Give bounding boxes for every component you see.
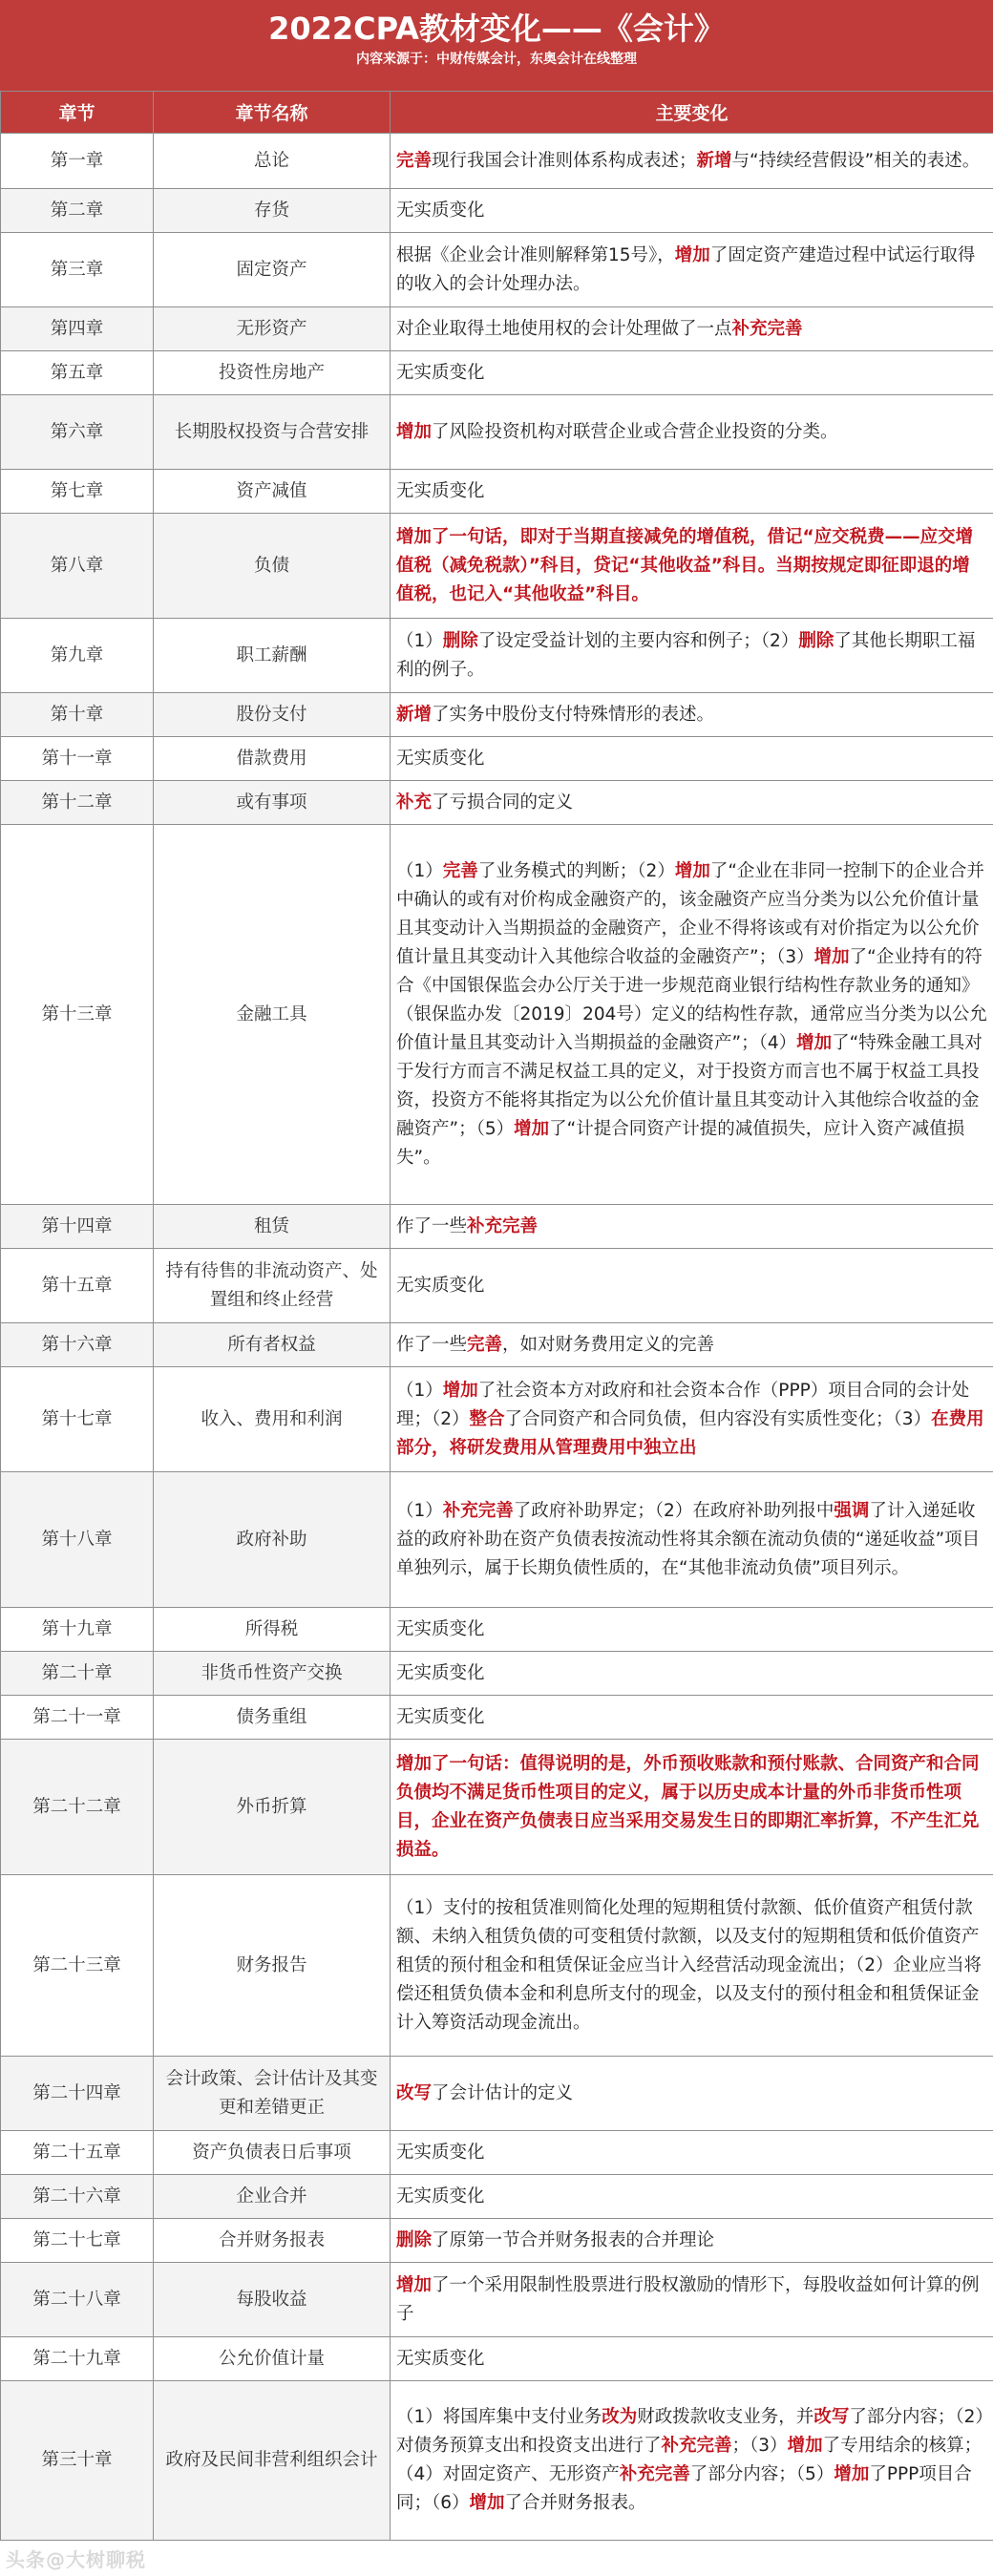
change-text: 无实质变化 (396, 2185, 485, 2206)
highlight-text: 强调 (834, 1500, 870, 1521)
chapter-cell: 第二十四章 (1, 2057, 154, 2131)
column-header-chapter: 章节 (1, 92, 154, 134)
main-change-cell (391, 1652, 993, 1696)
chapter-cell: 第二十五章 (1, 2131, 154, 2175)
highlight-text: 补充 (396, 792, 433, 813)
main-change-cell (391, 737, 993, 781)
table-row (1, 1696, 993, 1740)
table-row (1, 351, 993, 395)
change-text: 了PPP项目合同；（6） (396, 2464, 972, 2513)
highlight-text: ：值得说明的是，外币预收账款和预付账款、合同资产和合同负债均不满足货币性项目的定义，属于以历史成本计量的外币非货币性项目，企业在资产负债表日应当采用交易发生日的即期汇率折算，不产生汇兑损益。 (396, 1753, 980, 1860)
table-row (1, 134, 993, 189)
chapter-name-cell: 合并财务报表 (154, 2219, 391, 2263)
chapter-cell: 第二章 (1, 189, 154, 233)
highlight-text: 完善 (396, 150, 433, 171)
chapter-cell: 第十一章 (1, 737, 154, 781)
main-change-cell (391, 134, 993, 189)
chapter-cell: 第二十七章 (1, 2219, 154, 2263)
chapter-name-cell: 长期股权投资与合营安排 (154, 395, 391, 470)
table-row (1, 619, 993, 693)
highlight-text: 补充完善 (442, 1500, 514, 1521)
change-text: 了设定受益计划的主要内容和例子；（2） (477, 630, 799, 651)
change-text: 了“企业在非同一控制下的企业合并中确认的或有对价构成金融资产的，该金融资产应当分类为以公允价值计量且其变动计入当期损益的金融资产，企业不得将该或有对价指定为以公允价值计量且其变动计入其他综合收益的金融资产”；（3） (396, 860, 984, 967)
change-text: 了社会资本方对政府和社会资本合作（PPP）项目合同的会计处理；（2） (396, 1380, 970, 1429)
highlight-text: 改写 (813, 2407, 850, 2427)
main-change-cell (391, 1205, 993, 1249)
change-text: （1） (396, 860, 443, 881)
table-row (1, 2131, 993, 2175)
chapter-cell: 第二十二章 (1, 1740, 154, 1875)
main-change-cell (391, 1696, 993, 1740)
chapter-name-cell: 固定资产 (154, 233, 391, 307)
chapter-cell: 第十四章 (1, 1205, 154, 1249)
chapter-name-cell: 所有者权益 (154, 1323, 391, 1367)
highlight-text: 增加 (674, 244, 710, 265)
column-header-chapter-name: 章节名称 (154, 92, 391, 134)
main-change-cell (391, 1249, 993, 1323)
change-text: 了“计提合同资产计提的减值损失，应计入资产减值损失”。 (396, 1118, 965, 1168)
table-row (1, 514, 993, 619)
chapter-cell: 第三章 (1, 233, 154, 307)
change-text: 了合并财务报表。 (504, 2493, 646, 2513)
change-text: （1） (396, 630, 443, 651)
chapter-name-cell: 无形资产 (154, 307, 391, 351)
highlight-text: 增加 (396, 2274, 433, 2295)
chapter-name-cell: 收入、费用和利润 (154, 1367, 391, 1472)
table-row (1, 307, 993, 351)
table-row (1, 2057, 993, 2131)
main-change-cell (391, 351, 993, 395)
table-row (1, 1249, 993, 1323)
table-row (1, 781, 993, 825)
change-text: 现行我国会计准则体系构成表述； (432, 150, 697, 171)
change-text: 了业务模式的判断；（2） (477, 860, 675, 881)
table-row (1, 1608, 993, 1652)
change-text: 无实质变化 (396, 362, 485, 383)
chapter-cell: 第八章 (1, 514, 154, 619)
chapter-cell: 第二十一章 (1, 1696, 154, 1740)
change-text: 了其他长期职工福利的例子。 (396, 630, 976, 680)
highlight-text: 增加 (834, 2464, 870, 2484)
chapter-name-cell: 政府及民间非营利组织会计 (154, 2381, 391, 2541)
chapter-name-cell: 财务报告 (154, 1875, 391, 2057)
chapter-cell: 第九章 (1, 619, 154, 693)
main-change-cell (391, 189, 993, 233)
watermark: 头条@大树聊税 (6, 2548, 146, 2571)
table-row (1, 2175, 993, 2219)
main-change-cell (391, 2381, 993, 2541)
change-text: 财政拨款收支业务，并 (637, 2407, 814, 2427)
main-change-cell (391, 2131, 993, 2175)
main-change-cell (391, 233, 993, 307)
change-text: 根据《企业会计准则解释第15号》， (396, 244, 675, 265)
change-text: 无实质变化 (396, 1706, 485, 1727)
table-header-row (1, 92, 993, 134)
highlight-text: 增加 (514, 1118, 550, 1139)
main-change-cell (391, 2263, 993, 2337)
chapter-cell: 第十八章 (1, 1472, 154, 1608)
chapter-cell: 第十九章 (1, 1608, 154, 1652)
highlight-text: 删除 (396, 2229, 433, 2250)
change-text: 对企业取得土地使用权的会计处理做了一点 (396, 318, 732, 339)
table-row (1, 2263, 993, 2337)
chapter-name-cell: 总论 (154, 134, 391, 189)
main-change-cell (391, 470, 993, 514)
page-subtitle: 内容来源于：中财传媒会计，东奥会计在线整理 (356, 52, 637, 67)
chapter-name-cell: 存货 (154, 189, 391, 233)
table-row (1, 1875, 993, 2057)
change-text: 了亏损合同的定义 (432, 792, 574, 813)
change-text: （1） (396, 1380, 443, 1401)
change-text: 了会计估计的定义 (432, 2082, 574, 2103)
chapter-cell: 第一章 (1, 134, 154, 189)
chapter-cell: 第二十章 (1, 1652, 154, 1696)
changes-table (0, 91, 993, 2541)
table-row (1, 395, 993, 470)
main-change-cell (391, 2219, 993, 2263)
change-text: 无实质变化 (396, 1618, 485, 1639)
main-change-cell (391, 1367, 993, 1472)
chapter-name-cell: 负债 (154, 514, 391, 619)
table-row (1, 470, 993, 514)
change-text: 与“持续经营假设”相关的表述。 (731, 150, 981, 171)
page-header (0, 0, 993, 91)
main-change-cell (391, 1740, 993, 1875)
table-row (1, 1472, 993, 1608)
table-row (1, 693, 993, 737)
page-title: 2022CPA教材变化——《会计》 (268, 11, 725, 47)
chapter-cell: 第六章 (1, 395, 154, 470)
highlight-text: 补充完善 (467, 1215, 539, 1236)
highlight-text: 删除 (442, 630, 478, 651)
change-text: 了一个采用限制性股票进行股权激励的情形下，每股收益如何计算的例子 (396, 2274, 980, 2324)
main-change-cell (391, 1472, 993, 1608)
table-row (1, 2219, 993, 2263)
main-change-cell (391, 2057, 993, 2131)
main-change-cell (391, 2337, 993, 2381)
chapter-name-cell: 金融工具 (154, 825, 391, 1205)
highlight-text: 新增 (696, 150, 732, 171)
table-row (1, 233, 993, 307)
change-text: 了计入递延收益的政府补助在资产负债表按流动性将其余额在流动负债的“递延收益”项目单独列示，属于长期负债性质的，在“其他非流动负债”项目列示。 (396, 1500, 981, 1578)
chapter-cell: 第五章 (1, 351, 154, 395)
highlight-text: 补充完善 (661, 2436, 732, 2456)
highlight-text: 完善 (442, 860, 478, 881)
change-text: 了部分内容；（5） (689, 2464, 835, 2484)
change-text: 无实质变化 (396, 2142, 485, 2163)
highlight-text: 改为 (602, 2407, 638, 2427)
main-change-cell (391, 395, 993, 470)
main-change-cell (391, 1875, 993, 2057)
change-text: 了固定资产建造过程中试运行取得的收入的会计处理办法。 (396, 244, 976, 294)
chapter-name-cell: 或有事项 (154, 781, 391, 825)
chapter-name-cell: 外币折算 (154, 1740, 391, 1875)
change-text: 了合同资产和合同负债，但内容没有实质性变化；（3） (504, 1408, 932, 1429)
chapter-cell: 第十七章 (1, 1367, 154, 1472)
table-row (1, 2337, 993, 2381)
highlight-text: 改写 (396, 2082, 433, 2103)
chapter-name-cell: 会计政策、会计估计及其变更和差错更正 (154, 2057, 391, 2131)
change-text: 无实质变化 (396, 1275, 485, 1296)
main-change-cell (391, 514, 993, 619)
highlight-text: 增加 (787, 2436, 823, 2456)
highlight-text: 增加了一句话 (396, 1753, 503, 1774)
table-row (1, 1652, 993, 1696)
change-text: 了原第一节合并财务报表的合并理论 (432, 2229, 715, 2250)
change-text: 无实质变化 (396, 2348, 485, 2369)
table-row (1, 189, 993, 233)
chapter-cell: 第十三章 (1, 825, 154, 1205)
chapter-cell: 第十章 (1, 693, 154, 737)
chapter-name-cell: 股份支付 (154, 693, 391, 737)
chapter-name-cell: 政府补助 (154, 1472, 391, 1608)
chapter-name-cell: 租赁 (154, 1205, 391, 1249)
table-row (1, 2381, 993, 2541)
change-text: ；（3） (731, 2436, 788, 2456)
chapter-name-cell: 借款费用 (154, 737, 391, 781)
chapter-cell: 第十二章 (1, 781, 154, 825)
change-text: 了“特殊金融工具对于发行方而言不满足权益工具的定义，对于投资方而言也不属于权益工具投资，投资方不能将其指定为以公允价值计量且其变动计入其他综合收益的金融资产”；（5） (396, 1032, 982, 1139)
change-text: 了专用结余的核算；（4）对固定资产、无形资产 (396, 2436, 982, 2484)
table-row (1, 1323, 993, 1367)
change-text: 无实质变化 (396, 1662, 485, 1683)
main-change-cell (391, 693, 993, 737)
highlight-text: 增加 (813, 946, 850, 967)
chapter-name-cell: 职工薪酬 (154, 619, 391, 693)
change-text: 无实质变化 (396, 480, 485, 501)
change-text: 无实质变化 (396, 200, 485, 221)
chapter-name-cell: 非货币性资产交换 (154, 1652, 391, 1696)
highlight-text: 整合 (469, 1408, 505, 1429)
chapter-cell: 第十五章 (1, 1249, 154, 1323)
highlight-text: 完善 (467, 1334, 503, 1355)
change-text: 了“企业持有的符合《中国银保监会办公厅关于进一步规范商业银行结构性存款业务的通知》（银保监办发〔2019〕204号）定义的结构性存款，通常应当分类为以公允价值计量且其变动计入当期损益的金融资产”；（4） (396, 946, 987, 1053)
highlight-text: 补充完善 (619, 2464, 690, 2484)
chapter-cell: 第二十六章 (1, 2175, 154, 2219)
change-text: 了政府补助界定；（2）在政府补助列报中 (513, 1500, 835, 1521)
main-change-cell (391, 1323, 993, 1367)
chapter-cell: 第二十九章 (1, 2337, 154, 2381)
change-text: 了部分内容；（2）对债务预算支出和投资支出进行了 (396, 2407, 984, 2456)
chapter-cell: 第三十章 (1, 2381, 154, 2541)
chapter-name-cell: 投资性房地产 (154, 351, 391, 395)
chapter-cell: 第十六章 (1, 1323, 154, 1367)
main-change-cell (391, 781, 993, 825)
highlight-text: 增加 (396, 421, 433, 442)
table-row (1, 825, 993, 1205)
highlight-text: 增加 (469, 2493, 505, 2513)
chapter-cell: 第七章 (1, 470, 154, 514)
highlight-text: 删除 (798, 630, 835, 651)
change-text: （1）将国库集中支付业务 (396, 2407, 602, 2427)
table-row (1, 737, 993, 781)
change-text: （1）支付的按租赁准则简化处理的短期租赁付款额、低价值资产租赁付款额、未纳入租赁负债的可变租赁付款额，以及支付的短期租赁和低价值资产租赁的预付租金和租赁保证金应当计入经营活动现金流出；（2）企业应当将偿还租赁负债本金和利息所支付的现金，以及支付的预付租金和租赁保证金计入筹资活动现金流出。 (396, 1897, 982, 2033)
highlight-text: 增加 (442, 1380, 478, 1401)
change-text: ，如对财务费用定义的完善 (502, 1334, 715, 1355)
chapter-name-cell: 持有待售的非流动资产、处置组和终止经营 (154, 1249, 391, 1323)
highlight-text: 增加 (674, 860, 710, 881)
change-text: 无实质变化 (396, 748, 485, 769)
change-text: 作了一些 (396, 1215, 468, 1236)
change-text: （1） (396, 1500, 443, 1521)
main-change-cell (391, 2175, 993, 2219)
highlight-text: 新增 (396, 704, 433, 725)
chapter-cell: 第二十三章 (1, 1875, 154, 2057)
column-header-main-changes: 主要变化 (391, 92, 993, 134)
change-text: 作了一些 (396, 1334, 468, 1355)
chapter-name-cell: 每股收益 (154, 2263, 391, 2337)
main-change-cell (391, 825, 993, 1205)
highlight-text: ，即对于当期直接减免的增值税，借记“应交税费——应交增值税（减免税款）”科目，贷记“其他收益”科目。当期按规定即征即退的增值税，也记入“其他收益”科目。 (396, 526, 974, 604)
chapter-name-cell: 债务重组 (154, 1696, 391, 1740)
chapter-name-cell: 公允价值计量 (154, 2337, 391, 2381)
highlight-text: 增加了一句话 (396, 526, 503, 547)
highlight-text: 增加 (796, 1032, 833, 1053)
table-row (1, 1367, 993, 1472)
table-row (1, 1740, 993, 1875)
table-row (1, 1205, 993, 1249)
change-text: 了风险投资机构对联营企业或合营企业投资的分类。 (432, 421, 838, 442)
highlight-text: 补充完善 (731, 318, 803, 339)
chapter-cell: 第四章 (1, 307, 154, 351)
main-change-cell (391, 307, 993, 351)
main-change-cell (391, 619, 993, 693)
chapter-name-cell: 企业合并 (154, 2175, 391, 2219)
main-change-cell (391, 1608, 993, 1652)
chapter-name-cell: 所得税 (154, 1608, 391, 1652)
highlight-text: 在费用部分，将研发费用从管理费用中独立出 (396, 1408, 984, 1458)
chapter-name-cell: 资产负债表日后事项 (154, 2131, 391, 2175)
chapter-name-cell: 资产减值 (154, 470, 391, 514)
change-text: 了实务中股份支付特殊情形的表述。 (432, 704, 715, 725)
chapter-cell: 第二十八章 (1, 2263, 154, 2337)
